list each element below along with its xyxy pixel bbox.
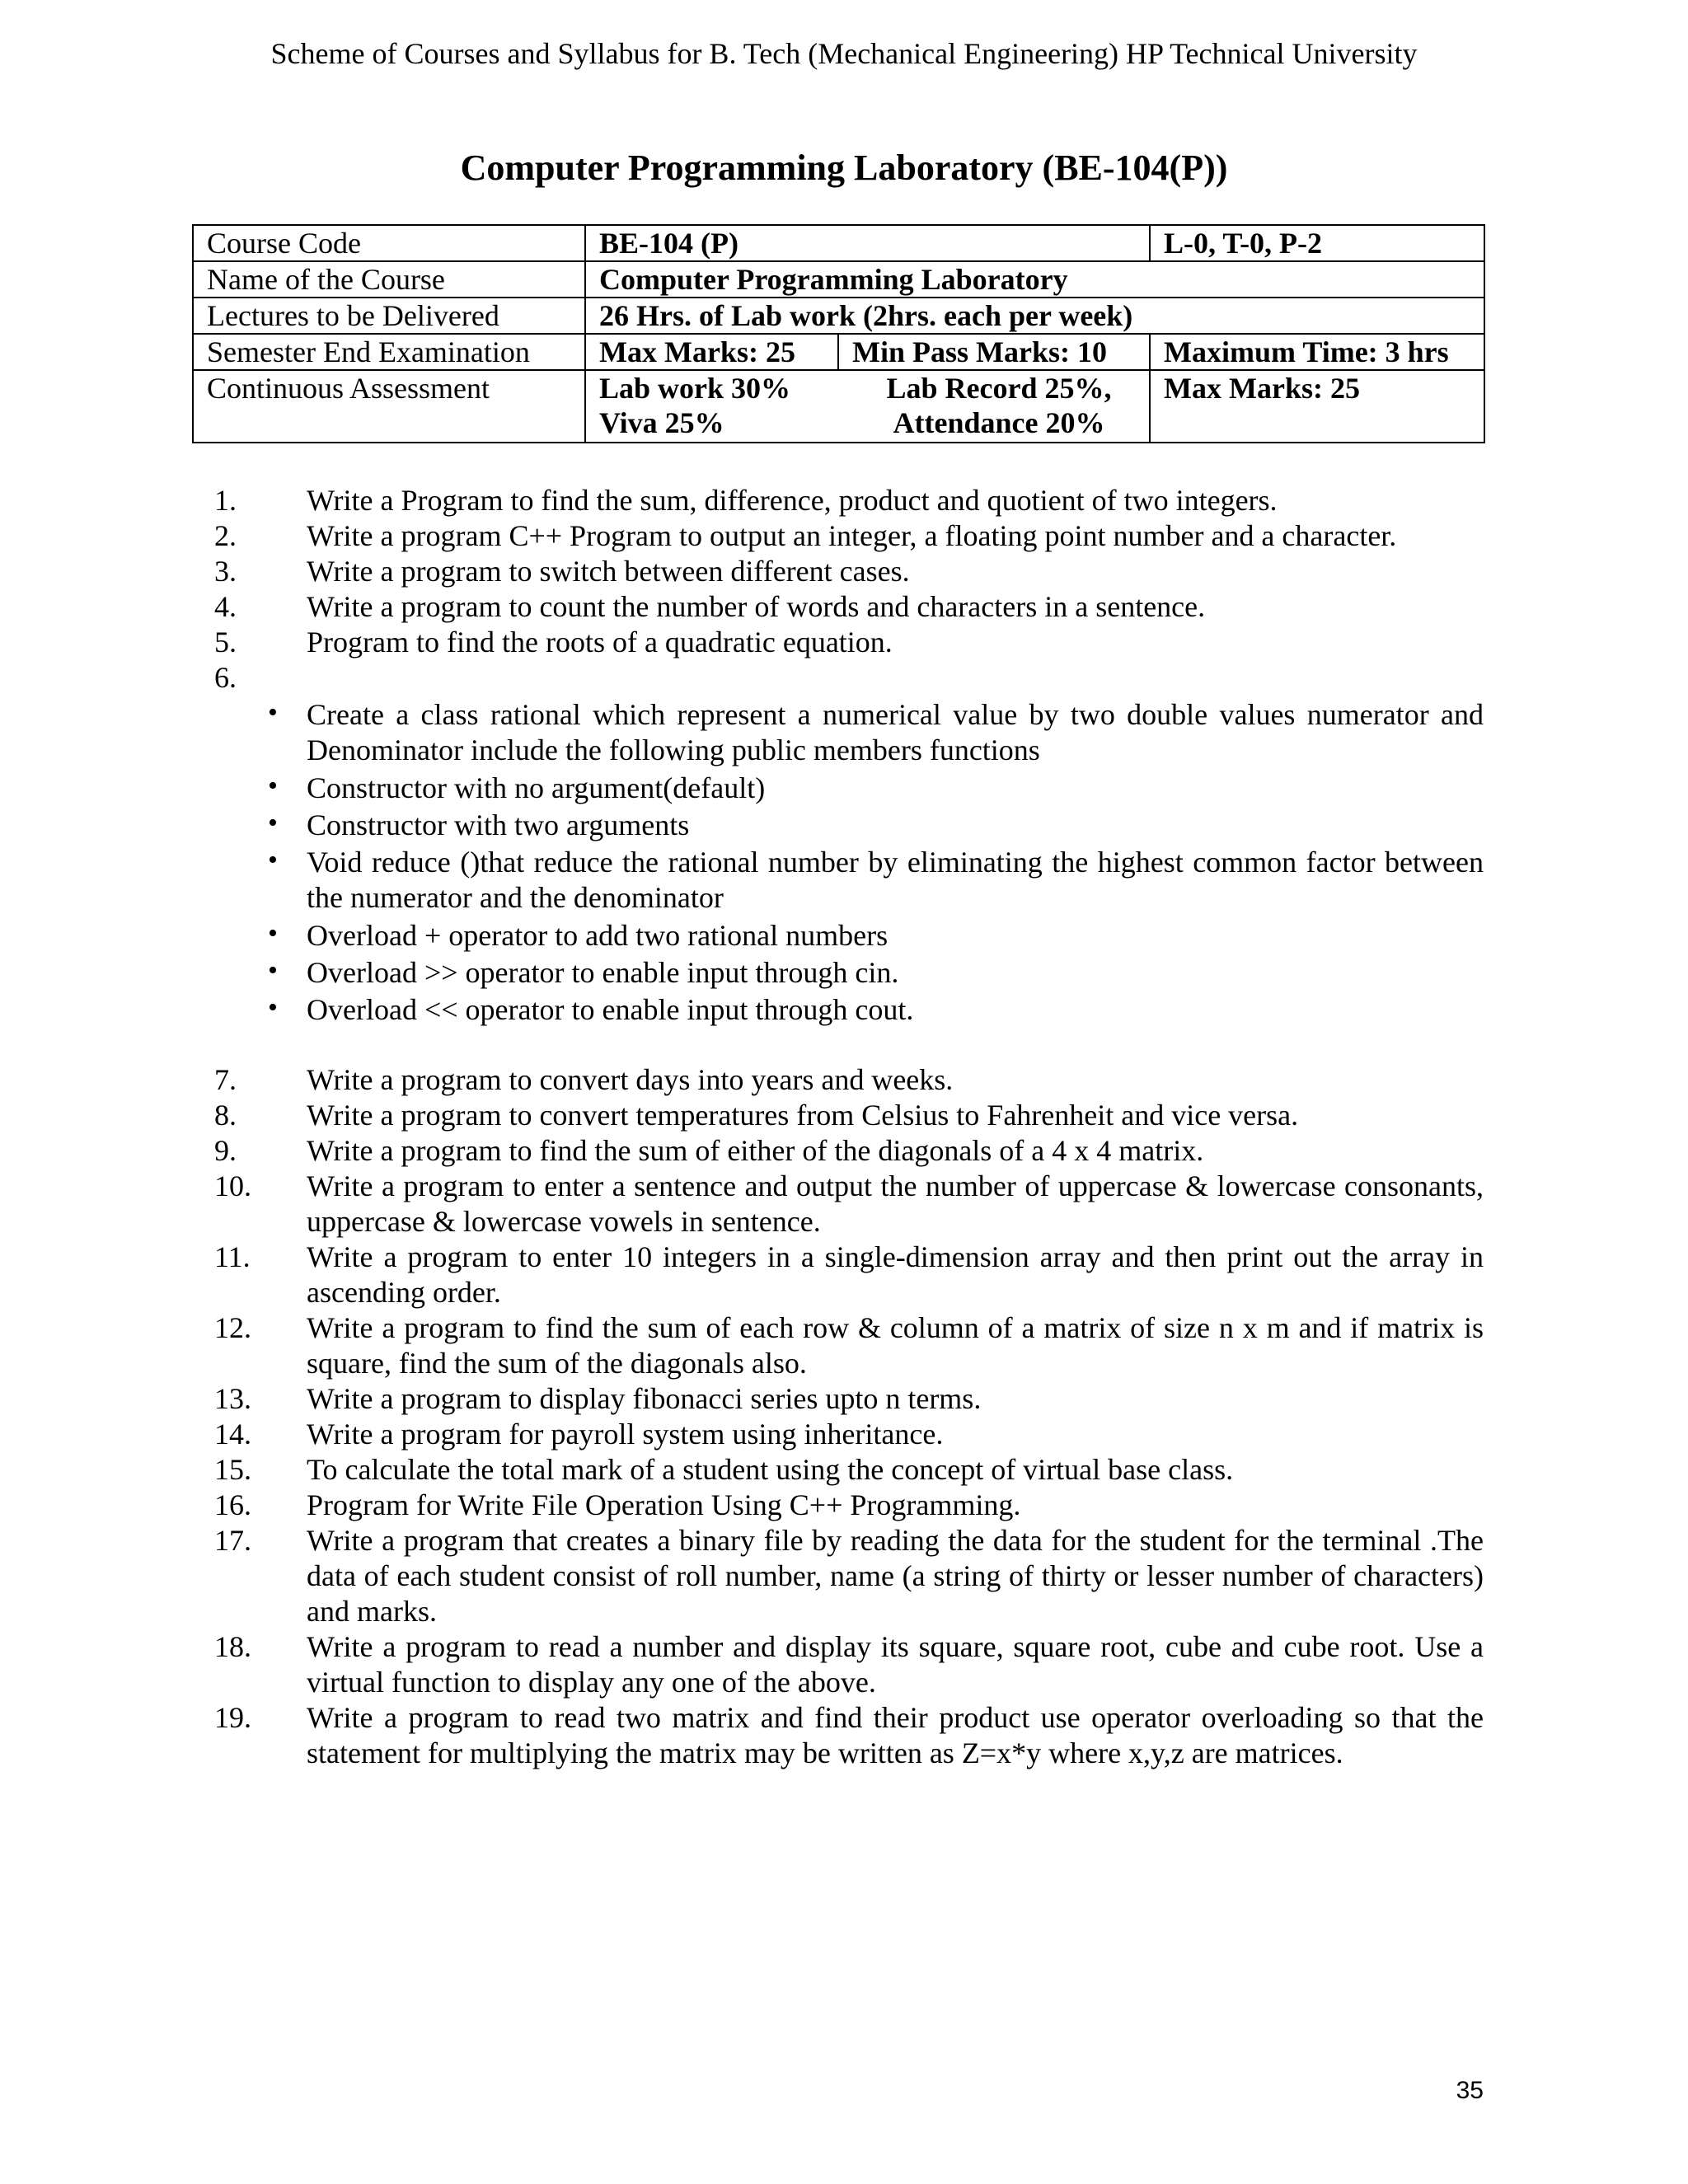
item-text: Write a program to find the sum of each row & column of a matrix of size n x m and if matrix is square, find the sum of the diagonals also. xyxy=(307,1311,1484,1380)
bullet-text: Overload + operator to add two rational numbers xyxy=(307,919,889,952)
item-text: Write a program to switch between different cases. xyxy=(307,555,910,588)
bullet-text: Create a class rational which represent a numerical value by two double values numerator and Denominator include the following public members functions xyxy=(307,698,1484,766)
item-number: 3. xyxy=(214,555,237,588)
course-name-value: Computer Programming Laboratory xyxy=(585,261,1484,298)
item-number: 2. xyxy=(214,519,237,552)
attendance-share: Attendance 20% xyxy=(893,406,1105,439)
course-details-table xyxy=(192,224,1485,443)
item-number: 12. xyxy=(214,1311,251,1344)
item-number: 10. xyxy=(214,1169,251,1202)
item-text: Write a program for payroll system using inheritance. xyxy=(307,1418,944,1451)
ca-max-marks-value: Max Marks: 25 xyxy=(1150,370,1484,443)
item-text: Write a program to find the sum of either of the diagonals of a 4 x 4 matrix. xyxy=(307,1134,1204,1167)
continuous-assessment-breakdown xyxy=(585,370,1150,443)
item-text: Write a program to read a number and display its square, square root, cube and cube root. Use a virtual function to display any one of the above. xyxy=(307,1630,1484,1699)
item-text: Program to find the roots of a quadratic equation. xyxy=(307,626,893,658)
item-text: Write a program that creates a binary file by reading the data for the student for the terminal .The data of each student consist of roll number, name (a string of thirty or lesser number of characters) and marks. xyxy=(307,1524,1484,1628)
table-row-continuous-assessment xyxy=(193,370,1484,443)
ltp-value: L-0, T-0, P-2 xyxy=(1150,225,1484,261)
course-code-value: BE-104 (P) xyxy=(585,225,1150,261)
item-text: Write a Program to find the sum, difference, product and quotient of two integers. xyxy=(307,484,1278,517)
semester-exam-label: Semester End Examination xyxy=(193,334,585,370)
bullet-icon: • xyxy=(268,845,278,875)
lab-work-share: Lab work 30% xyxy=(599,372,791,405)
item-number: 17. xyxy=(214,1524,251,1557)
viva-share: Viva 25% xyxy=(599,406,724,439)
item-number: 1. xyxy=(214,484,237,517)
item-text: Write a program to enter a sentence and output the number of uppercase & lowercase consonants, uppercase & lowercase vowels in sentence. xyxy=(307,1169,1484,1238)
lectures-value: 26 Hrs. of Lab work (2hrs. each per week) xyxy=(585,298,1484,334)
bullet-text: Overload >> operator to enable input through cin. xyxy=(307,956,899,989)
item-number: 13. xyxy=(214,1382,251,1415)
item-number: 15. xyxy=(214,1453,251,1486)
item-number: 5. xyxy=(214,626,237,658)
bullet-text: Constructor with no argument(default) xyxy=(307,771,766,804)
table-row-semester-exam xyxy=(193,334,1484,370)
item-text: Write a program to convert days into years and weeks. xyxy=(307,1063,954,1096)
bullet-icon: • xyxy=(268,918,278,949)
item-number: 16. xyxy=(214,1488,251,1521)
item-text: Write a program to convert temperatures from Celsius to Fahrenheit and vice versa. xyxy=(307,1099,1299,1132)
item-text: Write a program to enter 10 integers in a single-dimension array and then print out the array in ascending order. xyxy=(307,1240,1484,1309)
lab-record-share: Lab Record 25%, xyxy=(886,372,1112,405)
item-text: Write a program to count the number of words and characters in a sentence. xyxy=(307,590,1206,623)
bullet-text: Void reduce ()that reduce the rational number by eliminating the highest common factor between the numerator and the denominator xyxy=(307,846,1484,914)
item-number: 6. xyxy=(214,661,237,694)
course-name-label: Name of the Course xyxy=(193,261,585,298)
item-text: To calculate the total mark of a student using the concept of virtual base class. xyxy=(307,1453,1234,1486)
item-number: 19. xyxy=(214,1701,251,1734)
item-number: 9. xyxy=(214,1134,237,1167)
item-number: 14. xyxy=(214,1418,251,1451)
max-marks-value: Max Marks: 25 xyxy=(585,334,838,370)
bullet-icon: • xyxy=(268,771,278,801)
item-text: Write a program to display fibonacci series upto n terms. xyxy=(307,1382,982,1415)
bullet-icon: • xyxy=(268,955,278,986)
item-text: Program for Write File Operation Using C++ Programming. xyxy=(307,1488,1021,1521)
table-row-course-name xyxy=(193,261,1484,298)
table-row-course-code xyxy=(193,225,1484,261)
course-code-label: Course Code xyxy=(193,225,585,261)
item-number: 7. xyxy=(214,1063,237,1096)
item-text: Write a program to read two matrix and find their product use operator overloading so that the statement for multiplying the matrix may be written as Z=x*y where x,y,z are matrices. xyxy=(307,1701,1484,1769)
max-time-value: Maximum Time: 3 hrs xyxy=(1150,334,1484,370)
item-number: 4. xyxy=(214,590,237,623)
bullet-icon: • xyxy=(268,697,278,728)
item-number: 11. xyxy=(214,1240,251,1273)
bullet-icon: • xyxy=(268,992,278,1023)
page-number: 35 xyxy=(1456,2077,1484,2104)
lectures-label: Lectures to be Delivered xyxy=(193,298,585,334)
page-title: Computer Programming Laboratory (BE-104(P)) xyxy=(460,148,1228,188)
bullet-text: Constructor with two arguments xyxy=(307,808,690,841)
item-number: 8. xyxy=(214,1099,237,1132)
bullet-icon: • xyxy=(268,808,278,838)
min-pass-marks-value: Min Pass Marks: 10 xyxy=(838,334,1150,370)
table-row-lectures xyxy=(193,298,1484,334)
item-number: 18. xyxy=(214,1630,251,1663)
running-header: Scheme of Courses and Syllabus for B. Tech (Mechanical Engineering) HP Technical University xyxy=(270,37,1418,70)
continuous-assessment-label: Continuous Assessment xyxy=(193,370,585,443)
bullet-text: Overload << operator to enable input through cout. xyxy=(307,993,914,1026)
item-text: Write a program C++ Program to output an integer, a floating point number and a character. xyxy=(307,519,1397,552)
